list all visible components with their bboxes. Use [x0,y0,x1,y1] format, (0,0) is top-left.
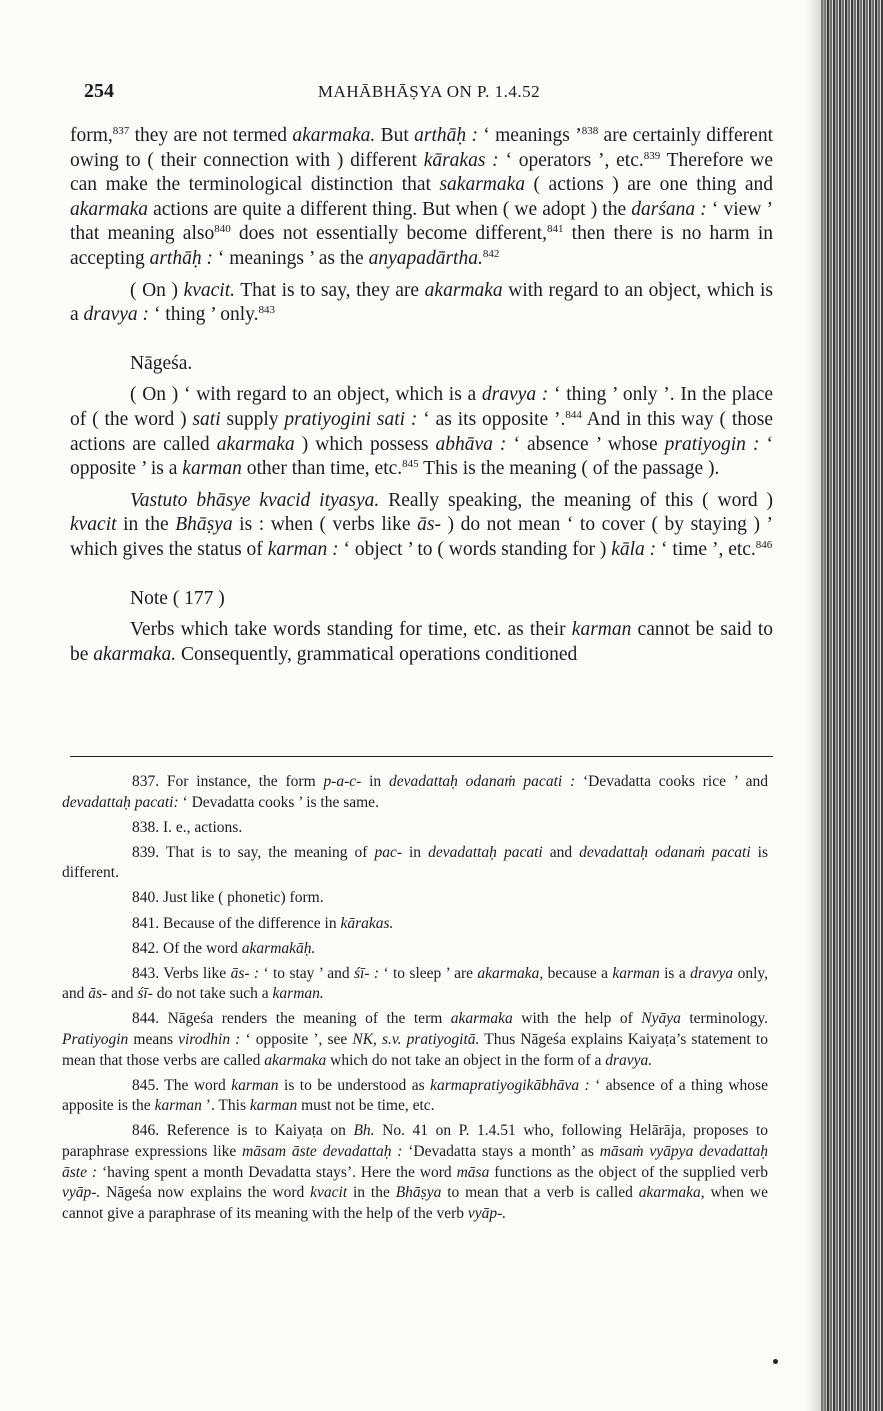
footnotes [62,772,768,1229]
paragraph-1: form,$^{837}$ they are not termed akarmaka. But arthāḥ : ‘ meanings ’$^{838}$ are certainly different owing to ( their connection with ) different kārakas : ‘ operators ’, etc.$^{839}$ Therefore we can make the terminological distinction that sakarmaka ( actions ) are one thing and akarmaka actions are quite a different thing. But when ( we adopt ) the darśana : ‘ view ’ that meaning also$^{840}$ does not essentially become different,$^{841}$ then there is no harm in accepting arthāḥ : ‘ meanings ’ as the anyapadārtha.$^{842}$ [70,125,774,269]
footnote-838: 838. I. e., actions. [132,818,243,836]
paragraph-4: Vastuto bhāsye kvacid ityasya. Really speaking, the meaning of this ( word ) kvacit in the Bhāṣya is : when ( verbs like ās- ) do not mean ‘ to cover ( by staying ) ’ which gives the status of karman : ‘ object ’ to ( words standing for ) kāla : ‘ time ’, etc.$^{846}$ [70,489,773,560]
section-heading-nagesa: Nāgeśa. [130,352,193,374]
main-text [70,124,773,667]
footnote-846: 846. Reference is to Kaiyaṭa on Bh. No. 41 on P. 1.4.51 who, following Helārāja, proposes to paraphrase expressions like māsam āste devadattaḥ : ‘Devadatta stays a month’ as māsaṁ vyāpya devadattaḥ āste : ‘having spent a month Devadatta stays’. Here the word māsa functions as the object of the supplied verb vyāp-. Nāgeśa now explains the word kvacit in the Bhāṣya to mean that a verb is called akarmaka, when we cannot give a paraphrase of its meaning with the help of the verb vyāp-. [62,1122,769,1222]
footnote-839: 839. That is to say, the meaning of pac- in devadattaḥ pacati and devadattaḥ odanaṁ pacati is different. [62,843,768,882]
footnote-837: 837. For instance, the form p-a-c- in devadattaḥ odanaṁ pacati : ‘Devadatta cooks rice ’ and devadattaḥ pacati: ‘ Devadatta cooks ’ is the same. [62,773,768,811]
page-number: 254 [84,80,114,102]
page-edge-shadow [805,0,827,1411]
section-heading-note: Note ( 177 ) [130,587,225,609]
paragraph-2: ( On ) kvacit. That is to say, they are akarmaka with regard to an object, which is a dravya : ‘ thing ’ only.$^{843}$ [70,279,773,326]
paragraph-3: ( On ) ‘ with regard to an object, which is a dravya : ‘ thing ’ only ’. In the place of ( the word ) sati supply pratiyogini sati : ‘ as its opposite ’.$^{844}$ And in this way ( those actions are called akarmaka ) which possess abhāva : ‘ absence ’ whose pratiyogin : ‘ opposite ’ is a karman other than time, etc.$^{845}$ This is the meaning ( of the passage ). [70,384,773,480]
ink-speck [773,1359,778,1364]
footnote-844: 844. Nāgeśa renders the meaning of the term akarmaka with the help of Nyāya terminology. Pratiyogin means virodhin : ‘ opposite ’, see NK, s.v. pratiyogitā. Thus Nāgeśa explains Kaiyaṭa’s statement to mean that those verbs are called akarmaka which do not take an object in the form of a dravya. [62,1010,768,1069]
footnote-843: 843. Verbs like ās- : ‘ to stay ’ and śī- : ‘ to sleep ’ are akarmaka, because a karman is a dravya only, and ās- and śī- do not take such a karman. [62,964,768,1003]
paragraph-5: Verbs which take words standing for time, etc. as their karman cannot be said to be akarmaka. Consequently, grammatical operations conditioned [70,619,773,665]
footnote-rule [70,756,773,757]
page-header [84,80,774,110]
footnote-842: 842. Of the word akarmakāḥ. [132,939,316,957]
footnote-840: 840. Just like ( phonetic) form. [132,889,324,907]
scanned-page-edge [821,0,883,1411]
running-head: MAHĀBHĀṢYA ON P. 1.4.52 [317,82,541,101]
footnote-841: 841. Because of the difference in kārakas. [132,914,394,932]
footnote-845: 845. The word karman is to be understood as karmapratiyogikābhāva : ‘ absence of a thing whose apposite is the karman ’. This karman must not be time, etc. [62,1076,768,1115]
